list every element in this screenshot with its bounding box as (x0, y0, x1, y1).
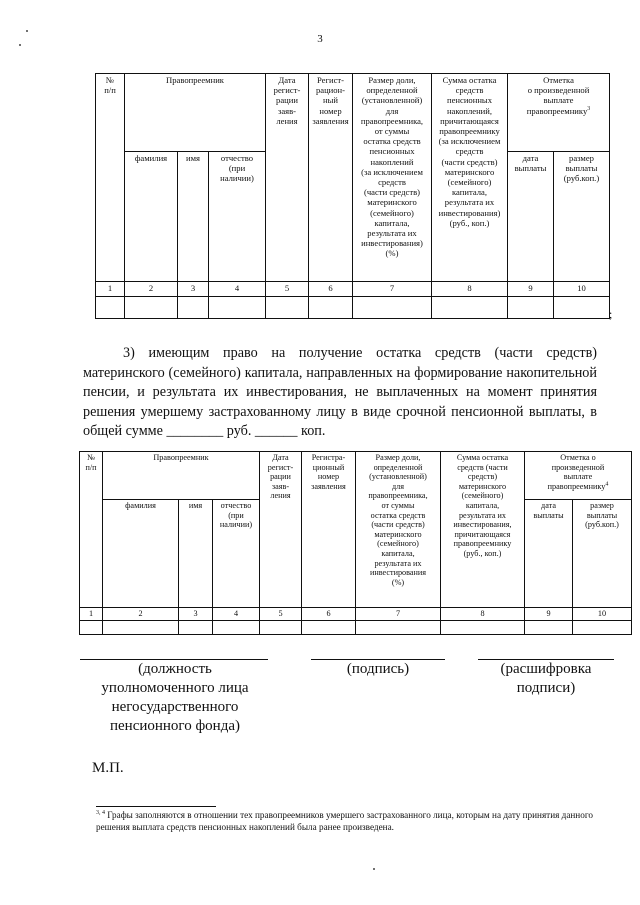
scan-speck (373, 868, 375, 870)
header-payment-amount: размер выплаты (руб.коп.) (573, 500, 632, 608)
column-number: 7 (356, 608, 441, 621)
column-number: 7 (353, 282, 432, 297)
header-patronymic: отчество (при наличии) (209, 152, 266, 282)
empty-cell[interactable] (432, 297, 508, 319)
footnote-marks: 3, 4 (96, 809, 105, 816)
column-number: 9 (525, 608, 573, 621)
empty-cell[interactable] (266, 297, 309, 319)
footnote-divider (96, 806, 216, 807)
empty-cell[interactable] (80, 621, 103, 635)
successors-table-maternity-capital (79, 451, 632, 635)
header-share-size: Размер доли, определенной (установленной) для правопреемника, от суммы остатка средств пенсионных накоплений (за исключением средств (части средств) материнского (семейного) капитала, результата их инвестирования) (%) (353, 74, 432, 282)
empty-cell[interactable] (302, 621, 356, 635)
column-numbers-row (96, 282, 610, 297)
footnote-ref: 3 (587, 105, 591, 112)
empty-cell[interactable] (554, 297, 610, 319)
empty-cell[interactable] (525, 621, 573, 635)
empty-cell[interactable] (209, 297, 266, 319)
clause-3-text: 3) имеющим право на получение остатка средств (части средств) материнского (семейного) капитала, направленных на формирование накопительной пенсии, и результата их инвестирования, не выплаченных на момент принятия решения умершему застрахованному лицу в виде срочной пенсионной выплаты, в общей сумме ________ руб. ______ коп. (83, 345, 597, 440)
transcript-label: (расшифровка подписи) (500, 661, 592, 696)
clause-3-paragraph (83, 344, 597, 442)
footnote (96, 809, 616, 833)
footnote-ref: 4 (605, 481, 609, 488)
empty-data-row (96, 297, 610, 319)
empty-cell[interactable] (260, 621, 302, 635)
column-number: 2 (125, 282, 178, 297)
scan-speck (19, 44, 21, 46)
stamp-place: М.П. (92, 760, 124, 776)
empty-cell[interactable] (309, 297, 353, 319)
empty-cell[interactable] (508, 297, 554, 319)
column-number: 10 (573, 608, 632, 621)
header-surname: фамилия (103, 500, 179, 608)
column-numbers-row (80, 608, 632, 621)
column-number: 6 (302, 608, 356, 621)
column-number: 10 (554, 282, 610, 297)
column-number: 4 (213, 608, 260, 621)
page-number: 3 (317, 33, 323, 45)
position-label: (должность уполномоченного лица негосударственного пенсионного фонда) (101, 661, 249, 734)
header-payment-mark (525, 452, 632, 500)
header-surname: фамилия (125, 152, 178, 282)
column-number: 5 (266, 282, 309, 297)
successors-table-pension-savings (95, 73, 610, 319)
column-number: 3 (178, 282, 209, 297)
header-payment-date: дата выплаты (508, 152, 554, 282)
column-number: 1 (80, 608, 103, 621)
empty-data-row (80, 621, 632, 635)
column-number: 5 (260, 608, 302, 621)
empty-cell[interactable] (125, 297, 178, 319)
header-row-number: № п/п (80, 452, 103, 608)
column-number: 8 (432, 282, 508, 297)
column-number: 1 (96, 282, 125, 297)
header-share-size: Размер доли, определенной (установленной) для правопреемника, от суммы остатка средств (части средств) материнского (семейного) капитала, результата их инвестирования (%) (356, 452, 441, 608)
column-number: 4 (209, 282, 266, 297)
header-payment-date: дата выплаты (525, 500, 573, 608)
empty-cell[interactable] (103, 621, 179, 635)
column-number: 6 (309, 282, 353, 297)
scan-speck (26, 30, 28, 32)
empty-cell[interactable] (356, 621, 441, 635)
empty-cell[interactable] (353, 297, 432, 319)
payment-mark-label: Отметка о произведенной выплате правопреемнику (526, 75, 590, 116)
header-successor: Правопреемник (103, 452, 260, 500)
empty-cell[interactable] (213, 621, 260, 635)
header-registration-date: Дата регист- рации заяв- ления (266, 74, 309, 282)
header-patronymic: отчество (при наличии) (213, 500, 260, 608)
empty-cell[interactable] (96, 297, 125, 319)
column-number: 3 (179, 608, 213, 621)
signature-label: (подпись) (346, 661, 410, 677)
header-balance-sum: Сумма остатка средств пенсионных накоплений, причитающаяся правопреемнику (за исключением средств (части средств) материнского (семейного) капитала, результата их инвестирования) (руб., коп.) (432, 74, 508, 282)
empty-cell[interactable] (179, 621, 213, 635)
header-successor: Правопреемник (125, 74, 266, 152)
header-balance-sum: Сумма остатка средств (части средств) материнского (семейного) капитала, результата их инвестирования, причитающаяся правопреемнику (руб., коп.) (441, 452, 525, 608)
column-number: 8 (441, 608, 525, 621)
header-name: имя (179, 500, 213, 608)
footnote-text: Графы заполняются в отношении тех правопреемников умершего застрахованного лица, которым на дату принятия данного решения выплата средств пенсионных накоплений была ранее произведена. (96, 810, 593, 832)
header-row-number: № п/п (96, 74, 125, 282)
header-registration-number: Регист- рацион- ный номер заявления (309, 74, 353, 282)
column-number: 2 (103, 608, 179, 621)
header-registration-date: Дата регист- рации заяв- ления (260, 452, 302, 608)
column-number: 9 (508, 282, 554, 297)
semicolon: ; (609, 307, 613, 321)
empty-cell[interactable] (178, 297, 209, 319)
empty-cell[interactable] (573, 621, 632, 635)
header-registration-number: Регистра- ционный номер заявления (302, 452, 356, 608)
header-payment-mark (508, 74, 610, 152)
header-name: имя (178, 152, 209, 282)
empty-cell[interactable] (441, 621, 525, 635)
header-payment-amount: размер выплаты (руб.коп.) (554, 152, 610, 282)
payment-mark-label: Отметка о произведенной выплате правопреемнику (547, 453, 606, 491)
